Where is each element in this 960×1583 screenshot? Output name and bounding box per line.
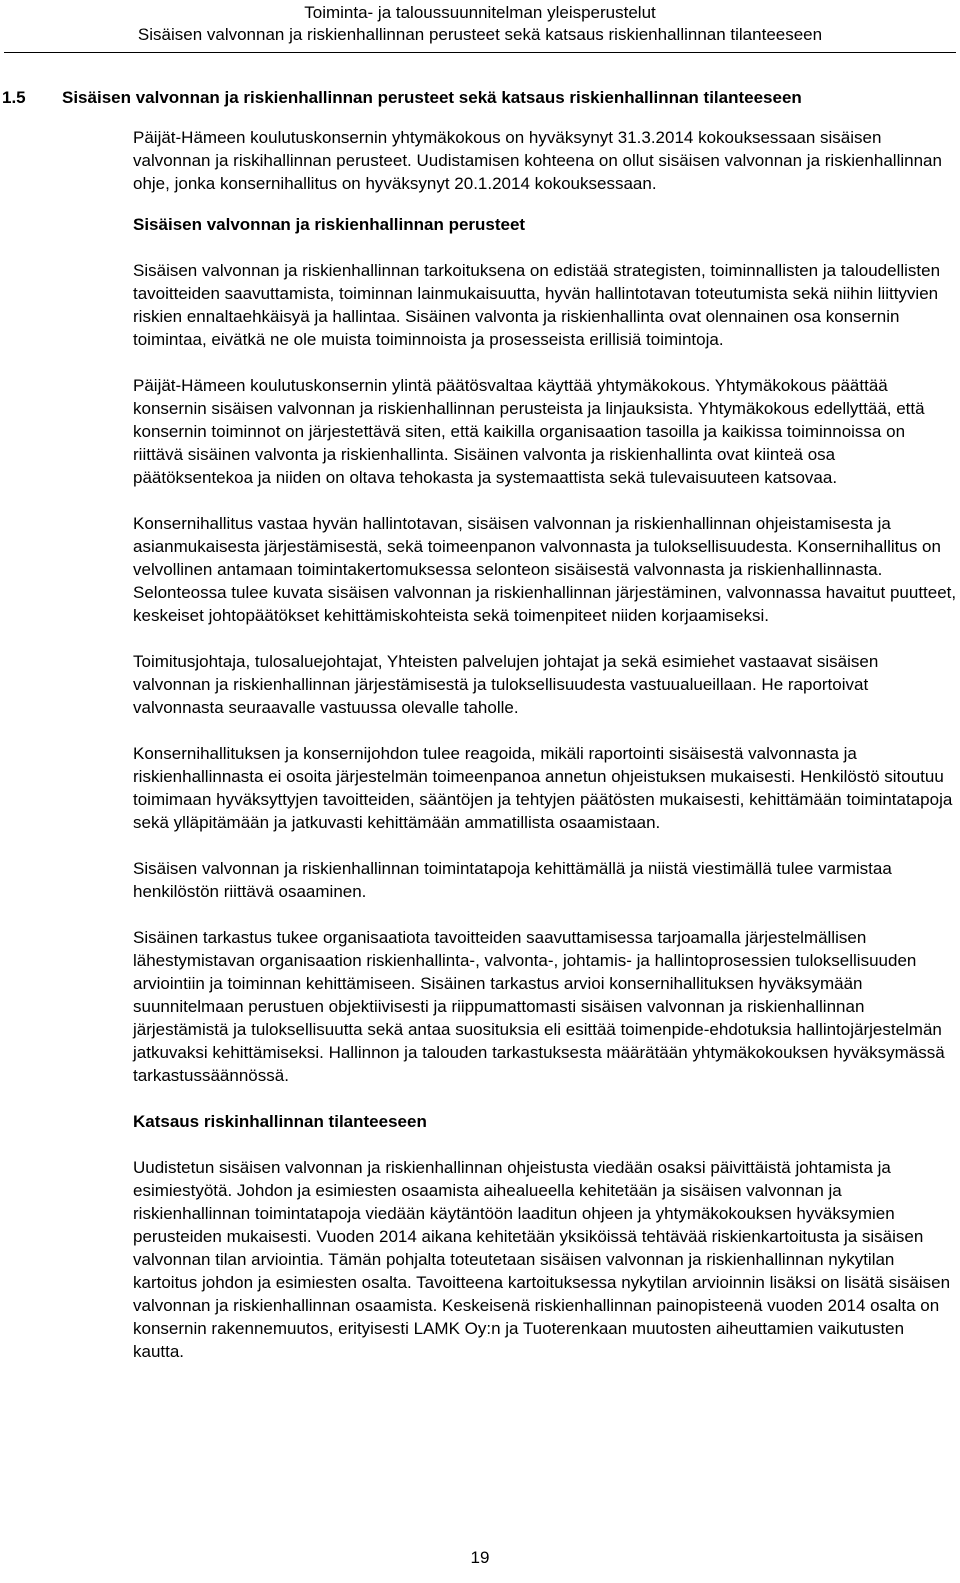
page-number: 19 xyxy=(470,1548,490,1567)
subsection-1-title: Sisäisen valvonnan ja riskienhallinnan perusteet xyxy=(133,215,526,234)
section-title: Sisäisen valvonnan ja riskienhallinnan perusteet sekä katsaus riskienhallinnan tilanteeseen xyxy=(62,88,802,107)
paragraph: Sisäisen valvonnan ja riskienhallinnan tarkoituksena on edistää strategisten, toiminnallisten ja taloudellisten tavoitteiden saavuttamista, toiminnan lainmukaisuutta, hyvän hallintotavan toteutumista sekä niihin liittyvien riskien ennaltaehkäisyä ja hallintaa. Sisäinen valvonta ja riskienhallinta ovat olennainen osa konsernin toimintaa, eivätkä ne ole muista toiminnoista ja prosesseista erillisiä toimintoja. xyxy=(133,261,941,349)
header-title-line2: Sisäisen valvonnan ja riskienhallinnan perusteet sekä katsaus riskienhallinnan tilanteeseen xyxy=(137,25,823,44)
paragraph: Sisäinen tarkastus tukee organisaatiota tavoitteiden saavuttamisessa tarjoamalla järjestelmällisen lähestymistavan organisaation riskienhallinta-, valvonta-, johtamis- ja hallintoprosessien tuloksellisuuden arviointiin ja toiminnan kehittämiseen. Sisäinen tarkastus arvioi konsernihallituksen hyväksymään suunnitelmaan perustuen objektiivisesti ja riippumattomasti sisäisen valvonnan ja riskienhallinnan järjestämistä ja tuloksellisuutta sekä antaa suosituksia eli esittää toimenpide-ehdotuksia hallintojärjestelmän jatkuvaksi kehittämiseksi. Hallinnon ja talouden tarkastuksesta määrätään yhtymäkokouksen hyväksymässä tarkastussäännössä. xyxy=(133,928,945,1085)
paragraph: Konsernihallitus vastaa hyvän hallintotavan, sisäisen valvonnan ja riskienhallinnan ohjeistamisesta ja asianmukaisesta järjestämisestä, sekä toimeenpanon valvonnasta ja tuloksellisuudesta. Konsernihallitus on velvollinen antamaan toimintakertomuksessa selonteon sisäisestä valvonnasta ja riskienhallinnasta. Selonteossa tulee kuvata sisäisen valvonnan ja riskienhallinnan järjestäminen, valvonnassa havaitut puutteet, keskeiset johtopäätökset kehittämiskohteista sekä toimenpiteet niiden korjaamiseksi. xyxy=(133,514,957,625)
header-title-line1: Toiminta- ja taloussuunnitelman yleisperustelut xyxy=(304,3,656,22)
paragraph: Konsernihallituksen ja konsernijohdon tulee reagoida, mikäli raportointi sisäisestä valvonnasta ja riskienhallinnasta ei osoita järjestelmän toimeenpanoa annetun ohjeistuksen mukaisesti. Henkilöstö sitoutuu toimimaan hyväksyttyjen tavoitteiden, sääntöjen ja tehtyjen päätösten mukaisesti, kehittämään toimintatapoja sekä ylläpitämään ja jatkuvasti kehittämään ammatillista osaamistaan. xyxy=(133,744,953,832)
running-header xyxy=(0,2,960,46)
paragraph: Päijät-Hämeen koulutuskonsernin ylintä päätösvaltaa käyttää yhtymäkokous. Yhtymäkokous päättää konsernin sisäisen valvonnan ja riskienhallinnan perusteista ja linjauksista. Yhtymäkokous edellyttää, että konsernin toiminnot on järjestettävä siten, että kaikilla organisaation tasoilla ja kaikissa toiminnoissa on riittävä sisäinen valvonta ja riskienhallinta. Sisäinen valvonta ja riskienhallinta ovat kiinteä osa päätöksentekoa ja niiden on oltava tehokasta ja systemaattista sekä tulevaisuuteen katsovaa. xyxy=(133,376,925,487)
subsection-2-title: Katsaus riskinhallinnan tilanteeseen xyxy=(133,1112,427,1131)
paragraph: Sisäisen valvonnan ja riskienhallinnan toimintatapoja kehittämällä ja niistä viestimällä tulee varmistaa henkilöstön riittävä osaaminen. xyxy=(133,859,892,901)
header-divider xyxy=(4,52,956,53)
document-body xyxy=(133,126,959,1386)
section-heading xyxy=(2,88,802,108)
paragraph: Toimitusjohtaja, tulosaluejohtajat, Yhteisten palvelujen johtajat ja sekä esimiehet vastaavat sisäisen valvonnan ja riskienhallinnan järjestämisestä ja tuloksellisuudesta vastuualueillaan. He raportoivat valvonnasta seuraavalle vastuussa olevalle taholle. xyxy=(133,652,879,717)
section-number: 1.5 xyxy=(2,88,26,107)
intro-paragraph: Päijät-Hämeen koulutuskonsernin yhtymäkokous on hyväksynyt 31.3.2014 kokouksessaan sisäisen valvonnan ja riskihallinnan perusteet. Uudistamisen kohteena on ollut sisäisen valvonnan ja riskienhallinnan ohje, jonka konsernihallitus on hyväksynyt 20.1.2014 kokouksessaan. xyxy=(133,128,942,193)
paragraph: Uudistetun sisäisen valvonnan ja riskienhallinnan ohjeistusta viedään osaksi päivittäistä johtamista ja esimiestyötä. Johdon ja esimiesten osaamista aihealueella kehitetään ja sisäisen valvonnan ja riskienhallinnan toimintatapoja viedään käytäntöön laaditun ohjeen ja yhtymäkokouksen hyväksymien perusteiden mukaisesti. Vuoden 2014 aikana kehitetään yksiköissä tehtävää riskienkartoitusta ja sisäisen valvonnan tilan arviointia. Tämän pohjalta toteutetaan sisäisen valvonnan ja riskienhallinnan nykytilan kartoitus johdon ja esimiesten osalta. Tavoitteena kartoituksessa nykytilan arvioinnin lisäksi on lisätä sisäisen valvonnan ja riskienhallinnan osaamista. Keskeisenä riskienhallinnan painopisteenä vuoden 2014 osalta on konsernin rakennemuutos, erityisesti LAMK Oy:n ja Tuoterenkaan muutosten aiheuttamien vaikutusten kautta. xyxy=(133,1158,951,1361)
